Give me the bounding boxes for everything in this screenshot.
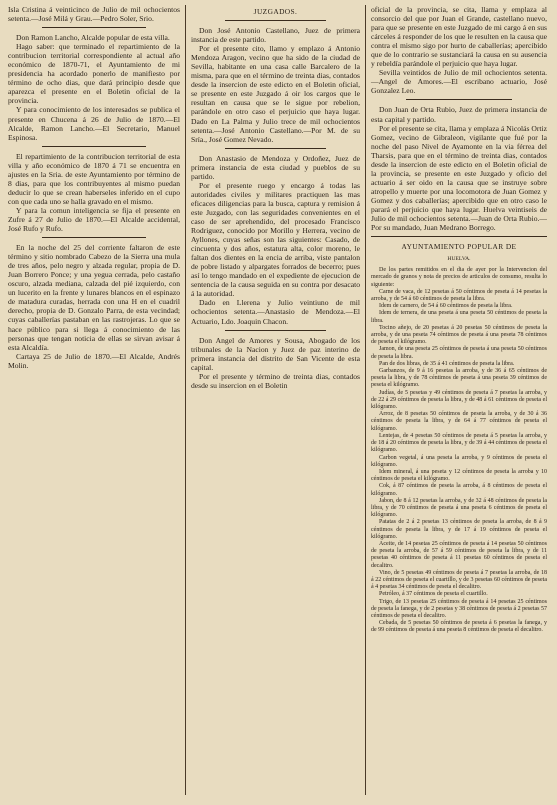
notice-heading: Don José Antonio Castellano, Juez de primera instancia de este partido. <box>191 26 360 45</box>
price-item: Judías, de 5 pesetas y 49 céntimos de peseta á 7 pesetas la arroba, y de 22 á 29 céntimos de peseta la libra, y de 48 á 61 céntimos de peseta el kilógramo. <box>371 389 547 411</box>
paragraph: Sevilla veintidos de Julio de mil ochocientos setenta.—Angel de Amores.—El escribano actuario, José Gonzalez Leo. <box>371 68 547 96</box>
price-item: Jabon, de 8 á 12 pesetas la arroba, y de 32 á 48 céntimos de peseta la libra, y de 70 céntimos de peseta á una peseta 6 céntimos de peseta el kilógramo. <box>371 497 547 519</box>
paragraph: Dado en Llerena y Julio veintiuno de mil ochocientos setenta.—Anastasio de Mendoza.—El Actuario, Ldo. Joaquin Chacon. <box>191 298 360 326</box>
notice-heading: Don Angel de Amores y Sousa, Abogado de los tribunales de la Nacion y Juez de paz interino de primera instancia del distrito de San Vicente de esta capital. <box>191 335 360 372</box>
divider <box>371 236 547 237</box>
price-item: Vino, de 5 pesetas 49 céntimos de peseta á 7 pesetas la arroba, de 18 á 22 céntimos de peseta el cuartillo, y de 3 pesetas 60 céntimos de peseta á 4 pesetas 34 céntimos de peseta el decalitro. <box>371 569 547 591</box>
price-item: Petróleo, á 37 céntimos de peseta el cuartillo. <box>379 591 488 598</box>
paragraph: El repartimiento de la contribucion territorial de esta villa y año económico de 1870 á 71 se encuentra en ajustes en la Sria. de este Ayuntamiento por término de 8 dias, para que los contribuyentes al mismo puedan deducir lo que se crean haberseles inferido en el cupo con que cada uno se halla gravado en el mismo. <box>8 151 180 206</box>
divider <box>42 27 145 28</box>
bulletin-page <box>8 5 549 795</box>
paragraph: Hago saber: que terminado el repartimiento de la contribucion territorial correspondiente al actual año económico de 1870-71, el Ayuntamiento de mi presidencia ha acordado ponerlo de manifiesto por término de ocho dias, que dará principio desde que aparezca el presente en el Boletin oficial de la provincia. <box>8 42 180 106</box>
section-title: AYUNTAMIENTO POPULAR DE <box>401 242 517 252</box>
paragraph: Por el presente y término de treinta dias, contados desde su insercion en el Boletin <box>191 371 360 390</box>
paragraph: Por el presente cito, llamo y emplazo á Antonio Mendoza Aragon, vecino que ha sido de la ciudad de Sevilla, habitante en una casa calle Barcalero de la misma, para que en el término de treinta dias, contados desde la insercion de este edicto en el Boletin oficial, se presente en este Juzgado á oir los cargos que le resultan en causa que se le sigue por rebelion, parándole en otro caso el perjuicio que haya lugar. Dado en La Palma y Julio trece de mil ochocientos setenta.—José Antonio Castellano.—Por M. de su Sría., José Gomez Nevado. <box>191 44 360 144</box>
paragraph: Isla Cristina á veinticinco de Julio de mil ochocientos setenta.—José Milá y Grau.—Pedro Soler, Srio. <box>8 5 180 24</box>
column-right <box>366 5 547 795</box>
price-item: Idem de carnero, de 54 á 60 céntimos de peseta la libra. <box>379 303 513 310</box>
paragraph: En la noche del 25 del corriente faltaron de este término y sitio nombrado Cabezo de la Sierra una mula de tres años, pelo negro y alzada regular, propia de D. Juan Borrero Ponce; y una yegua cerrada, pelo castaño oscuro, alzada mediana, calzada del pié izquierdo, con un lucerito en la frente y lunares blancos en el espinazo de matadura curadas, herrada con una H en el cuadril derecho, propia de D. Gonzalo Parra, de esta vecindad; cuyas caballerías pastaban en las rastrojeras. Lo que se hace público para si llega á conocimiento de las personas que tengan noticia de ellas se sirvan avisar á esta Alcaldía. <box>8 243 180 352</box>
paragraph: oficial de la provincia, se cita, llama y emplaza al consorcio del que por Juan el Grande, castellano nuevo, para que se presente en este Juzgado de mi cargo á en sus cárceles á responder de los que le resulten en la causa que contra el mismo sigo por hurto de caballerías; apercibido que de lo contrario se sustanciará la causa en su ausencia y rebeldía parándole el perjuicio que haya lugar. <box>371 5 547 69</box>
divider <box>225 20 326 21</box>
divider <box>225 148 326 149</box>
paragraph: Por el presente se cita, llama y emplaza á Nicolás Ortiz Gomez, vecino de Gibraleon, vigilante que fué por la noche del paso Nivel de Ayamonte en la via férrea del Tharsis, para que en el término de treinta dias, contados desde la insercion de este edicto en el Boletin oficial de la provincia, se presente en este Juzgado y oficio del actuario á ser oido en la causa que se instruye sobre atropello y muerte por una locomotora de Juan Gomez y Gomez y dos caballerías; apercibido que en otro caso le parará el perjuicio que haya lugar. Huelva veintiseis de Julio de mil ochocientos setenta.—Juan de Orta Rubio.—Por su mandado, Juan Medrano Borrego. <box>371 123 547 233</box>
price-item: Trigo, de 13 pesetas 25 céntimos de peseta á 14 pesetas 25 céntimos de peseta la fanega, y de 2 pesetas y 38 céntimos de peseta á 2 pesetas 57 céntimos de peseta el decalitro. <box>371 598 547 619</box>
price-item: Carne de vaca, de 12 pesetas á 50 céntimos de peseta á 14 pesetas la arroba, y de 54 á 60 céntimos de peseta la libra. <box>371 288 547 303</box>
divider <box>42 146 145 147</box>
price-report <box>371 267 547 634</box>
price-item: Arroz, de 8 pesetas 50 céntimos de peseta la arroba, y de 30 á 36 céntimos de peseta la libra, y de 64 á 77 céntimos de peseta el kilógramo. <box>371 411 547 432</box>
price-item: Carbon vegetal, á una peseta la arroba, y 9 céntimos de peseta el kilógramo. <box>371 454 547 468</box>
price-item: Aceite, de 14 pesetas 25 céntimos de peseta á 14 pesetas 50 céntimos de peseta la arroba, de 57 á 59 céntimos de peseta la libra, y de 11 pesetas 40 céntimos de peseta á 11 pesetas 60 céntimos de peseta el decalitro. <box>371 540 547 569</box>
notice-heading: Don Ramon Lancho, Alcalde popular de esta villa. <box>16 33 170 43</box>
paragraph: Cartaya 25 de Julio de 1870.—El Alcalde, Andrés Molin. <box>8 351 180 370</box>
column-left <box>8 5 186 795</box>
paragraph: Por el presente ruego y encargo á todas las autoridades civiles y militares practiquen las mas eficaces diligencias para la busca, captura y remision á este Juzgado, con las seguridades convenientes en el caso de ser aprehendido, del procesado Francisco Rodriguez, conocido por Morillo y Herrera, vecino de Ayllones, cuyas señas son las siguientes: Casado, de cincuenta y dos años, estatura alta, color moreno, le faltan dos dientes en la encia de arriba, viste pantalon de pobre listado y alpargates forrados de becerro; pues así lo tengo mandado en el expediente de ejecucion de sentencia de la causa seguida en su contra por desacato á la autoridad. <box>191 180 360 299</box>
price-item: Cebada, de 5 pesetas 50 céntimos de peseta á 6 pesetas la fanega, y de 99 céntimos de peseta á una peseta 8 céntimos de peseta el decalitro. <box>371 620 547 634</box>
price-item: Jamon, de una peseta 25 céntimos de peseta á una peseta 50 céntimos de peseta la libra. <box>371 346 547 360</box>
price-item: Idem mineral, á una peseta y 12 céntimos de peseta la arroba y 10 céntimos de peseta el kilógramo. <box>371 468 547 483</box>
notice-heading: Don Anastasio de Mendoza y Ordoñez, Juez de primera instancia de esta ciudad y pueblos de su partido. <box>191 153 360 181</box>
price-item: Idem de ternera, de una peseta á una peseta 50 céntimos de peseta la libra. <box>371 310 547 324</box>
notice-heading: Don Juan de Orta Rubio, Juez de primera instancia de esta capital y partido. <box>371 105 547 124</box>
price-item: Tocino añejo, de 20 pesetas á 20 pesetas 50 céntimos de peseta la arroba, y de una peseta 74 céntimos de peseta á una peseta 78 céntimos de peseta el kilógramo. <box>371 324 547 346</box>
price-item: Pan de dos libras, de 35 á 41 céntimos de peseta la libra. <box>379 360 515 367</box>
paragraph: De los partes remitidos en el dia de ayer por la Intervencion del mercado de granos y nota de precios de articulos de consumo, resulta lo siguiente: <box>371 267 547 288</box>
paragraph: Y para conocimiento de los interesados se publica el presente en Chucena á 26 de Julio de 1870.—El Alcalde, Ramon Lancho.—El Secretario, Manuel Espinosa. <box>8 105 180 142</box>
price-item: Garbanzos, de 9 á 16 pesetas la arroba, y de 36 á 65 céntimos de peseta la libra, y de 78 céntimos de peseta á una peseta 39 céntimos de peseta el kilógramo. <box>371 368 547 389</box>
price-item: Lentejas, de 4 pesetas 50 céntimos de peseta á 5 pesetas la arroba, y de 18 á 20 céntimos de peseta la libra, y de 39 á 44 céntimos de peseta el kilógramo. <box>371 432 547 454</box>
paragraph: Y para la comun inteligencia se fija el presente en Zufre á 27 de Julio de 1870.—El Alcalde accidental, José Rufo y Rufo. <box>8 205 180 234</box>
column-middle <box>186 5 366 795</box>
divider <box>42 237 145 238</box>
price-item: Patatas de 2 á 2 pesetas 13 céntimos de peseta la arroba, de 8 á 9 céntimos de peseta la libra, y de 17 á 19 céntimos de peseta el kilógramo. <box>371 519 547 540</box>
divider <box>225 330 326 331</box>
section-subtitle: HUELVA. <box>447 256 471 263</box>
divider <box>406 99 512 100</box>
section-title: JUZGADOS. <box>253 7 298 16</box>
price-item: Cok, á 87 céntimos de peseta la arroba, á 8 céntimos de peseta el kilógramo. <box>371 483 547 497</box>
